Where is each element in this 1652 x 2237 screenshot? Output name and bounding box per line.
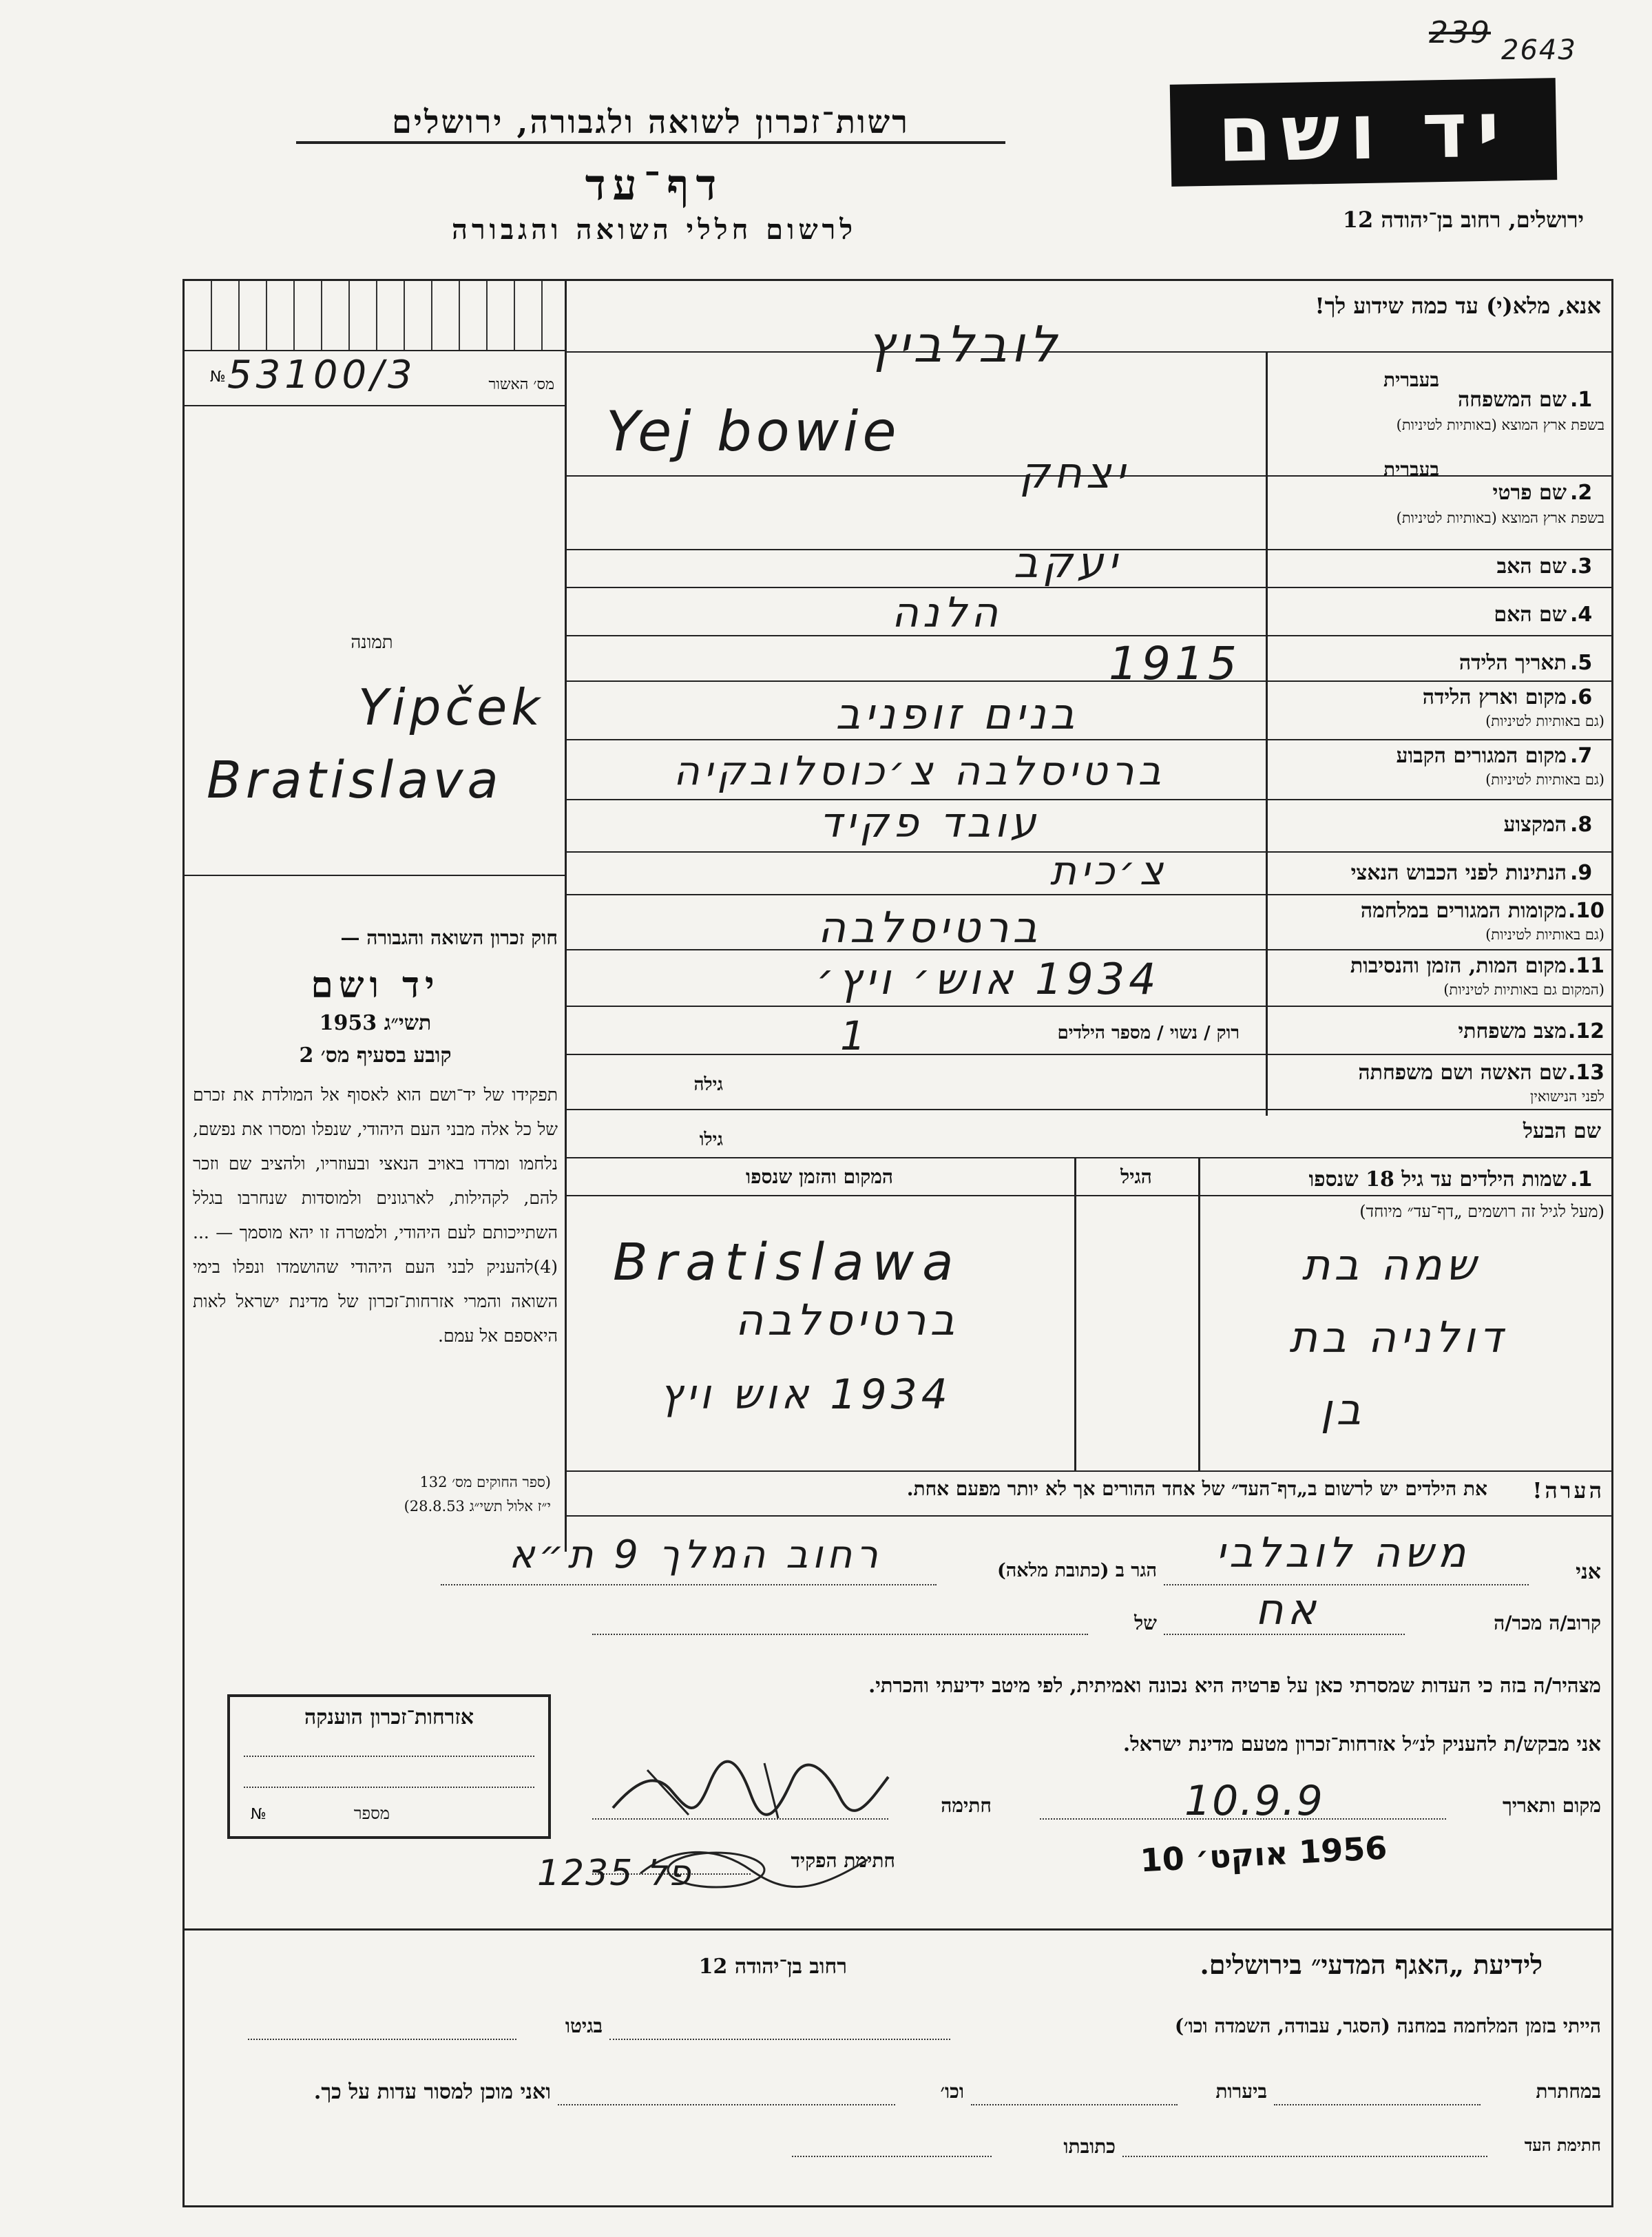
citizenship-box-title: אזרחות־זכרון הוענקה (304, 1705, 474, 1729)
etc-label: וכו׳ (940, 2080, 964, 2103)
photo-handwriting-2: Bratislava (207, 751, 503, 810)
photo-handwriting-1: Yipček (358, 678, 544, 736)
law-heading: חוק זכרון השואה והגבורה — (340, 926, 558, 949)
place-column-header: המקום והזמן שנספו (746, 1165, 893, 1188)
corner-number-struck: 239 (1429, 15, 1491, 50)
field-7-label: מקום המגורים הקבוע (1396, 744, 1567, 768)
declarant-address: רחוב המלך 9 ת״א (509, 1532, 882, 1577)
husband-name-label: שם הבעל (1523, 1119, 1601, 1143)
field-2-side: בעברית (1383, 458, 1439, 481)
address-label: כתובתו (1063, 2135, 1116, 2158)
place-date-value: 10.9.9 (1184, 1777, 1324, 1825)
ready-text: ואני מוכן למסור עדות על כך. (313, 2080, 551, 2104)
instruction-text: אנא, מלא(י) עד כמה שידוע לך! (1315, 293, 1601, 319)
approval-no-mark: № (210, 368, 226, 386)
law-text: תפקידו של יד־ושם הוא לאסוף אל המולדת את זכרם של כל אלה מבני העם היהודי, שנפלו ומסרו את נפשם, נלחמו ומרדו באויב הנאצי ובעוזריו, ולהציב שם וזכר להם, לקהילות, לארגונים ולמוסדות שנחרבו בגלל השתייכותם לעם היהודי, ולמטרה זו יהא מוסמך — ...(4)להעניק לבני העם היהודי שהושמדו ונפלו בימי השואה והמרי אזרחות־זכרון של מדינת ישראל לאות היאספם אל עמם. (193, 1085, 558, 1346)
resides-label: הגר ב (כתובת מלאה) (996, 1560, 1157, 1581)
law-ref-2: י״ז אלול תשי״ג 28.8.53) (404, 1498, 551, 1515)
field-9-label: הנתינות לפני הכבוש הנאצי (1350, 861, 1567, 885)
field-12-sub: רוק / נשוי / מספר הילדים (1057, 1023, 1240, 1043)
declaration-i: אני (1576, 1560, 1601, 1584)
page-title: דף־עד (585, 160, 724, 210)
field-6-label: מקום וארץ הלידה (1422, 685, 1567, 709)
field-9-num: 9. (1570, 861, 1593, 885)
children-num: 1. (1570, 1167, 1593, 1192)
field-12-value: 1 (840, 1012, 870, 1059)
field-13-num: 13. (1567, 1061, 1604, 1085)
children-heading: שמות הילדים עד גיל 18 שנספו (1308, 1167, 1567, 1192)
field-12-label: מצב משפחתי (1458, 1019, 1567, 1043)
witness-signature-label: חתימת העד (1524, 2135, 1601, 2155)
field-2-value: יצחק (1019, 448, 1129, 498)
field-13-label: שם האשה ושם משפחתה (1358, 1061, 1567, 1085)
footer-heading: לידיעת „האגף המדעי״ בירושלים. (1200, 1949, 1543, 1980)
law-year: תשי״ג 1953 (319, 1011, 432, 1035)
field-9-value: צ׳כית (1049, 847, 1168, 894)
field-8-label: המקצוע (1503, 813, 1567, 837)
approval-number: 53100/3 (227, 353, 417, 397)
wife-age-label: גילה (693, 1074, 723, 1095)
relative-label: קרוב/ה מכר/ה (1494, 1612, 1601, 1634)
underground-label: במחתרת (1536, 2080, 1601, 2103)
relation-value: אח (1255, 1584, 1320, 1634)
official-signature-label: חתימת הפקיד (791, 1849, 895, 1872)
of-label: של (1134, 1612, 1157, 1634)
field-11-sub: (המקום גם באותיות לטיניות) (1443, 981, 1604, 998)
law-name: יד ושם (311, 964, 440, 1006)
field-3-num: 3. (1570, 554, 1593, 579)
field-8-num: 8. (1570, 813, 1593, 837)
field-11-value: 1934 אוש׳ ויץ׳ (816, 954, 1160, 1004)
ghetto-label: בגיטו (565, 2015, 603, 2037)
field-6-value: בנים זופניב (835, 689, 1079, 739)
note-text: את הילדים יש לרשום ב„דף־העד״ של אחד ההורים אך לא יותר מפעם אחת. (906, 1477, 1487, 1500)
children-heading-sub: (מעל לגיל זה רושמים „דף־עד״ מיוחד) (1359, 1202, 1604, 1221)
approval-label: מס׳ האשור (488, 376, 554, 393)
page-subtitle: לרשום חללי השואה והגבורה (451, 214, 857, 246)
note-label: הערה! (1532, 1477, 1604, 1504)
field-4-value: הלנה (891, 589, 1003, 637)
field-10-num: 10. (1567, 899, 1604, 923)
declaration-text: מצהיר/ה בזה כי העדות שמסרתי כאן על פרטיה היא נכונה ואמיתית, לפי מיטב ידיעתי והכרתי. (868, 1674, 1601, 1697)
field-8-value: עובד פקיד (819, 799, 1041, 847)
yad-vashem-logo: יד ושם (1170, 78, 1557, 187)
field-1-value: לובלביץ (867, 315, 1061, 373)
field-1-side: בעברית (1383, 368, 1439, 391)
field-1-latin-value: Yej bowie (606, 399, 901, 464)
official-mark: 1235 פל (537, 1853, 692, 1894)
field-4-num: 4. (1570, 603, 1593, 627)
declarant-name: משה לובלבי (1215, 1529, 1470, 1577)
request-text: אני מבקש/ת להעניק לנ״ל אזרחות־זכרון מטעם מדינת ישראל. (1123, 1732, 1601, 1756)
children-place-latin: Bratislawa (613, 1233, 962, 1292)
field-7-sub: (גם באותיות לטיניות) (1485, 771, 1604, 788)
declarant-signature (606, 1742, 895, 1832)
place-date-label: מקום ותאריך (1502, 1794, 1601, 1817)
field-5-num: 5. (1570, 651, 1593, 675)
field-3-value: יעקב (1013, 537, 1122, 587)
footer-line-1: הייתי בזמן המלחמה במחנה (הסגר, עבודה, השמדה וכו׳) (1174, 2015, 1601, 2037)
authority-title: רשות־זכרון לשואה ולגבורה, ירושלים (392, 103, 910, 141)
child-name-1: שמה בת (1301, 1240, 1481, 1290)
citizenship-box-no-mark: № (251, 1806, 266, 1823)
field-11-label: מקום המות, הזמן והנסיבות (1350, 954, 1567, 978)
field-6-sub: (גם באותיות לטיניות) (1485, 713, 1604, 729)
citizenship-box-number: מספר (353, 1804, 390, 1823)
signature-label: חתימה (941, 1794, 992, 1817)
field-7-num: 7. (1570, 744, 1593, 768)
field-12-num: 12. (1567, 1019, 1604, 1043)
field-5-value: 1915 (1109, 637, 1241, 690)
date-stamp: 1956 אוקט׳ 10 (1139, 1829, 1388, 1880)
child-name-2: דולניה בת (1289, 1312, 1507, 1362)
field-10-label: מקומות המגורים במלחמה (1360, 899, 1567, 923)
field-6-num: 6. (1570, 685, 1593, 709)
field-10-sub: (גם באותיות לטיניות) (1485, 926, 1604, 943)
field-4-label: שם האם (1494, 603, 1567, 627)
forests-label: ביערות (1215, 2080, 1267, 2103)
law-clause: קובע בסעיף מס׳ 2 (299, 1043, 452, 1068)
field-13-sub: לפני הנישואין (1530, 1088, 1604, 1105)
field-2-label: שם פרטי (1492, 481, 1567, 505)
children-place-hebrew: ברטיסלבה (735, 1295, 959, 1345)
field-2-num: 2. (1570, 481, 1593, 505)
field-2-sub: בשפת ארץ המוצא (באותיות לטיניות) (1396, 510, 1604, 526)
law-ref-1: (ספר החוקים מס׳ 132 (419, 1474, 551, 1490)
field-10-value: ברטיסלבה (817, 902, 1042, 953)
corner-number: 2643 (1501, 34, 1577, 66)
footer-address: רחוב בן־יהודה 12 (698, 1955, 847, 1979)
citizenship-box (227, 1694, 551, 1839)
field-11-num: 11. (1567, 954, 1604, 978)
field-1-num: 1. (1570, 388, 1593, 412)
child-name-3: בן (1320, 1384, 1366, 1435)
children-place-death: 1934 אוש ויץ (660, 1371, 952, 1419)
address-header: ירושלים, רחוב בן־יהודה 12 (1342, 207, 1584, 233)
field-1-label: שם המשפחה (1457, 388, 1567, 412)
field-5-label: תאריך הלידה (1458, 651, 1567, 675)
field-1-sub: בשפת ארץ המוצא (באותיות לטיניות) (1396, 417, 1604, 433)
field-7-value: ברטיסלבה צ׳כוסלובקיה (673, 747, 1166, 794)
age-column-header: הגיל (1120, 1165, 1152, 1188)
photo-label: תמונה (351, 632, 393, 653)
husband-age-label: גילו (699, 1130, 723, 1150)
field-3-label: שם האב (1496, 554, 1567, 579)
